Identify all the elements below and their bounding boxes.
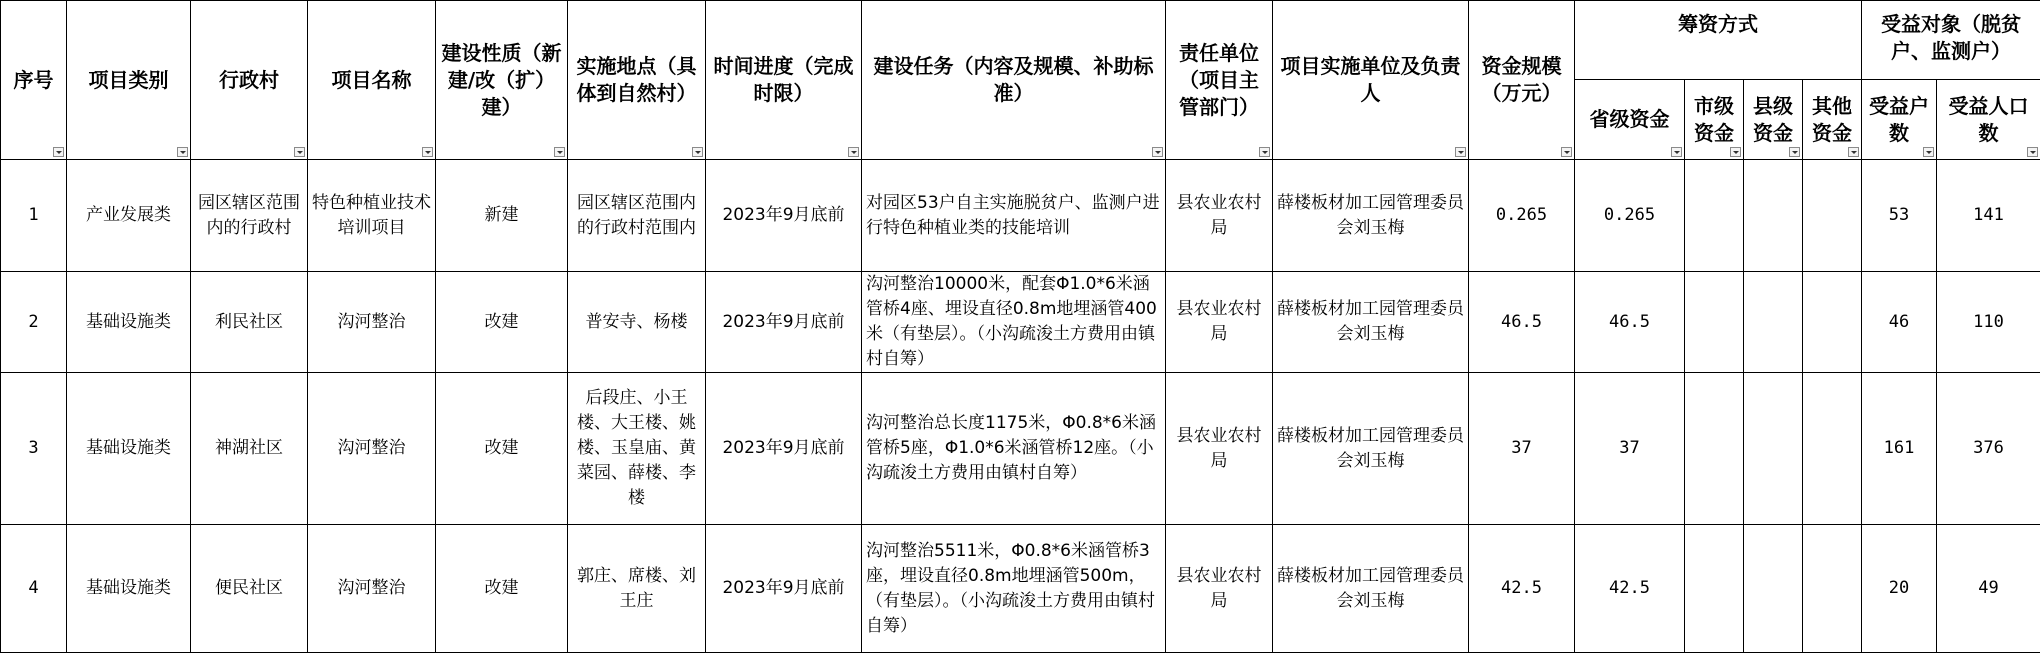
cell-funding-county[interactable] xyxy=(1744,525,1803,653)
cell-funding-province[interactable]: 37 xyxy=(1575,373,1685,525)
cell-impl[interactable]: 薛楼板材加工园管理委员会刘玉梅 xyxy=(1273,373,1469,525)
cell-dept[interactable]: 县农业农村局 xyxy=(1166,373,1273,525)
header-name-label: 项目名称 xyxy=(331,67,412,92)
cell-scale[interactable]: 42.5 xyxy=(1469,525,1575,653)
header-task-label: 建设任务（内容及规模、补助标准） xyxy=(873,54,1154,105)
header-nature[interactable] xyxy=(436,1,568,160)
cell-funding-city[interactable] xyxy=(1685,525,1744,653)
cell-impl[interactable]: 薛楼板材加工园管理委员会刘玉梅 xyxy=(1273,160,1469,272)
cell-funding-county[interactable] xyxy=(1744,160,1803,272)
filter-dropdown-icon[interactable] xyxy=(1923,147,1934,157)
header-funding-county[interactable] xyxy=(1744,80,1803,160)
table-row xyxy=(1,525,2040,653)
header-task[interactable] xyxy=(862,1,1166,160)
header-schedule[interactable] xyxy=(706,1,862,160)
header-location-label: 实施地点（具体到自然村） xyxy=(576,54,697,105)
cell-impl[interactable]: 薛楼板材加工园管理委员会刘玉梅 xyxy=(1273,525,1469,653)
table-row xyxy=(1,160,2040,272)
cell-funding-city[interactable] xyxy=(1685,160,1744,272)
filter-dropdown-icon[interactable] xyxy=(1152,147,1163,157)
cell-households[interactable]: 53 xyxy=(1862,160,1937,272)
header-name[interactable] xyxy=(308,1,436,160)
filter-dropdown-icon[interactable] xyxy=(692,147,703,157)
header-funding-province[interactable] xyxy=(1575,80,1685,160)
header-funding-province-label: 省级资金 xyxy=(1589,107,1670,131)
filter-dropdown-icon[interactable] xyxy=(1561,147,1572,157)
cell-location[interactable]: 郭庄、席楼、刘王庄 xyxy=(568,525,706,653)
header-nature-label: 建设性质（新建/改（扩）建） xyxy=(441,40,562,119)
filter-dropdown-icon[interactable] xyxy=(1848,147,1859,157)
cell-schedule[interactable]: 2023年9月底前 xyxy=(706,373,862,525)
header-beneficiary-label: 受益对象（脱贫户、监测户） xyxy=(1881,12,2021,63)
header-funding-county-label: 县级资金 xyxy=(1753,93,1793,145)
cell-people[interactable]: 141 xyxy=(1937,160,2040,272)
cell-people[interactable]: 110 xyxy=(1937,272,2040,373)
cell-scale[interactable]: 37 xyxy=(1469,373,1575,525)
filter-dropdown-icon[interactable] xyxy=(294,147,305,157)
cell-funding-county[interactable] xyxy=(1744,373,1803,525)
header-beneficiary-households-label: 受益户数 xyxy=(1869,93,1929,145)
header-beneficiary-people-label: 受益人口数 xyxy=(1948,93,2029,145)
filter-dropdown-icon[interactable] xyxy=(422,147,433,157)
header-funding xyxy=(1575,1,1862,80)
cell-dept[interactable]: 县农业农村局 xyxy=(1166,525,1273,653)
cell-category[interactable]: 基础设施类 xyxy=(67,272,191,373)
cell-category[interactable]: 基础设施类 xyxy=(67,525,191,653)
header-category[interactable] xyxy=(67,1,191,160)
cell-nature[interactable]: 改建 xyxy=(436,373,568,525)
cell-name[interactable]: 沟河整治 xyxy=(308,525,436,653)
cell-location[interactable]: 普安寺、杨楼 xyxy=(568,272,706,373)
cell-schedule[interactable]: 2023年9月底前 xyxy=(706,272,862,373)
cell-name[interactable]: 沟河整治 xyxy=(308,373,436,525)
header-beneficiary-people[interactable] xyxy=(1937,80,2040,160)
cell-scale[interactable]: 46.5 xyxy=(1469,272,1575,373)
cell-seq[interactable]: 4 xyxy=(1,525,67,653)
cell-dept[interactable]: 县农业农村局 xyxy=(1166,272,1273,373)
filter-dropdown-icon[interactable] xyxy=(1455,147,1466,157)
header-seq-label: 序号 xyxy=(13,67,54,92)
cell-households[interactable]: 20 xyxy=(1862,525,1937,653)
table-row xyxy=(1,272,2040,373)
cell-village[interactable]: 便民社区 xyxy=(191,525,308,653)
cell-category[interactable]: 产业发展类 xyxy=(67,160,191,272)
cell-seq[interactable]: 1 xyxy=(1,160,67,272)
filter-dropdown-icon[interactable] xyxy=(554,147,565,157)
cell-task[interactable]: 沟河整治总长度1175米，Φ0.8*6米涵管桥5座，Φ1.0*6米涵管桥12座。（小沟疏浚土方费用由镇村自筹） xyxy=(862,373,1166,525)
cell-location[interactable]: 园区辖区范围内的行政村范围内 xyxy=(568,160,706,272)
cell-nature[interactable]: 改建 xyxy=(436,272,568,373)
header-seq[interactable] xyxy=(1,1,67,160)
filter-dropdown-icon[interactable] xyxy=(177,147,188,157)
filter-dropdown-icon[interactable] xyxy=(1730,147,1741,157)
header-schedule-label: 时间进度（完成时限） xyxy=(713,54,854,105)
cell-households[interactable]: 46 xyxy=(1862,272,1937,373)
cell-name[interactable]: 沟河整治 xyxy=(308,272,436,373)
cell-funding-city[interactable] xyxy=(1685,373,1744,525)
header-scale-label: 资金规模（万元） xyxy=(1481,54,1562,105)
cell-households[interactable]: 161 xyxy=(1862,373,1937,525)
header-funding-label: 筹资方式 xyxy=(1678,12,1758,36)
header-row-1 xyxy=(1,1,2040,80)
cell-scale[interactable]: 0.265 xyxy=(1469,160,1575,272)
filter-dropdown-icon[interactable] xyxy=(53,147,64,157)
cell-nature[interactable]: 新建 xyxy=(436,160,568,272)
header-location[interactable] xyxy=(568,1,706,160)
filter-dropdown-icon[interactable] xyxy=(1259,147,1270,157)
filter-dropdown-icon[interactable] xyxy=(1789,147,1800,157)
header-village[interactable] xyxy=(191,1,308,160)
filter-dropdown-icon[interactable] xyxy=(848,147,859,157)
cell-funding-province[interactable]: 46.5 xyxy=(1575,272,1685,373)
header-village-label: 行政村 xyxy=(219,67,279,92)
header-beneficiary-households[interactable] xyxy=(1862,80,1937,160)
header-category-label: 项目类别 xyxy=(88,67,169,92)
cell-village[interactable]: 神湖社区 xyxy=(191,373,308,525)
header-dept[interactable] xyxy=(1166,1,1273,160)
cell-funding-other[interactable] xyxy=(1803,525,1862,653)
header-funding-other[interactable] xyxy=(1803,80,1862,160)
cell-location[interactable]: 后段庄、小王楼、大王楼、姚楼、玉皇庙、黄菜园、薛楼、李楼 xyxy=(568,373,706,525)
filter-dropdown-icon[interactable] xyxy=(1671,147,1682,157)
cell-funding-other[interactable] xyxy=(1803,373,1862,525)
cell-village[interactable]: 利民社区 xyxy=(191,272,308,373)
cell-funding-province[interactable]: 0.265 xyxy=(1575,160,1685,272)
cell-task[interactable]: 对园区53户自主实施脱贫户、监测户进行特色种植业类的技能培训 xyxy=(862,160,1166,272)
cell-nature[interactable]: 改建 xyxy=(436,525,568,653)
cell-impl[interactable]: 薛楼板材加工园管理委员会刘玉梅 xyxy=(1273,272,1469,373)
header-impl[interactable] xyxy=(1273,1,1469,160)
cell-dept[interactable]: 县农业农村局 xyxy=(1166,160,1273,272)
cell-funding-other[interactable] xyxy=(1803,160,1862,272)
header-funding-city[interactable] xyxy=(1685,80,1744,160)
cell-schedule[interactable]: 2023年9月底前 xyxy=(706,160,862,272)
cell-people[interactable]: 376 xyxy=(1937,373,2040,525)
cell-people[interactable]: 49 xyxy=(1937,525,2040,653)
header-impl-label: 项目实施单位及负责人 xyxy=(1280,54,1461,105)
cell-seq[interactable]: 3 xyxy=(1,373,67,525)
header-scale[interactable] xyxy=(1469,1,1575,160)
header-beneficiary xyxy=(1862,1,2040,80)
cell-category[interactable]: 基础设施类 xyxy=(67,373,191,525)
table-row xyxy=(1,373,2040,525)
cell-village[interactable]: 园区辖区范围内的行政村 xyxy=(191,160,308,272)
cell-name[interactable]: 特色种植业技术培训项目 xyxy=(308,160,436,272)
cell-task[interactable]: 沟河整治10000米，配套Φ1.0*6米涵管桥4座、埋设直径0.8m地埋涵管400米（有垫层）。（小沟疏浚土方费用由镇村自筹） xyxy=(862,272,1166,373)
cell-seq[interactable]: 2 xyxy=(1,272,67,373)
cell-schedule[interactable]: 2023年9月底前 xyxy=(706,525,862,653)
header-dept-label: 责任单位（项目主管部门） xyxy=(1179,40,1259,119)
header-funding-other-label: 其他资金 xyxy=(1812,93,1852,145)
cell-funding-other[interactable] xyxy=(1803,272,1862,373)
cell-funding-province[interactable]: 42.5 xyxy=(1575,525,1685,653)
header-funding-city-label: 市级资金 xyxy=(1694,93,1734,145)
cell-task[interactable]: 沟河整治5511米，Φ0.8*6米涵管桥3座，埋设直径0.8m地埋涵管500m，（有垫层）。（小沟疏浚土方费用由镇村自筹） xyxy=(862,525,1166,653)
filter-dropdown-icon[interactable] xyxy=(2027,147,2038,157)
cell-funding-city[interactable] xyxy=(1685,272,1744,373)
cell-funding-county[interactable] xyxy=(1744,272,1803,373)
